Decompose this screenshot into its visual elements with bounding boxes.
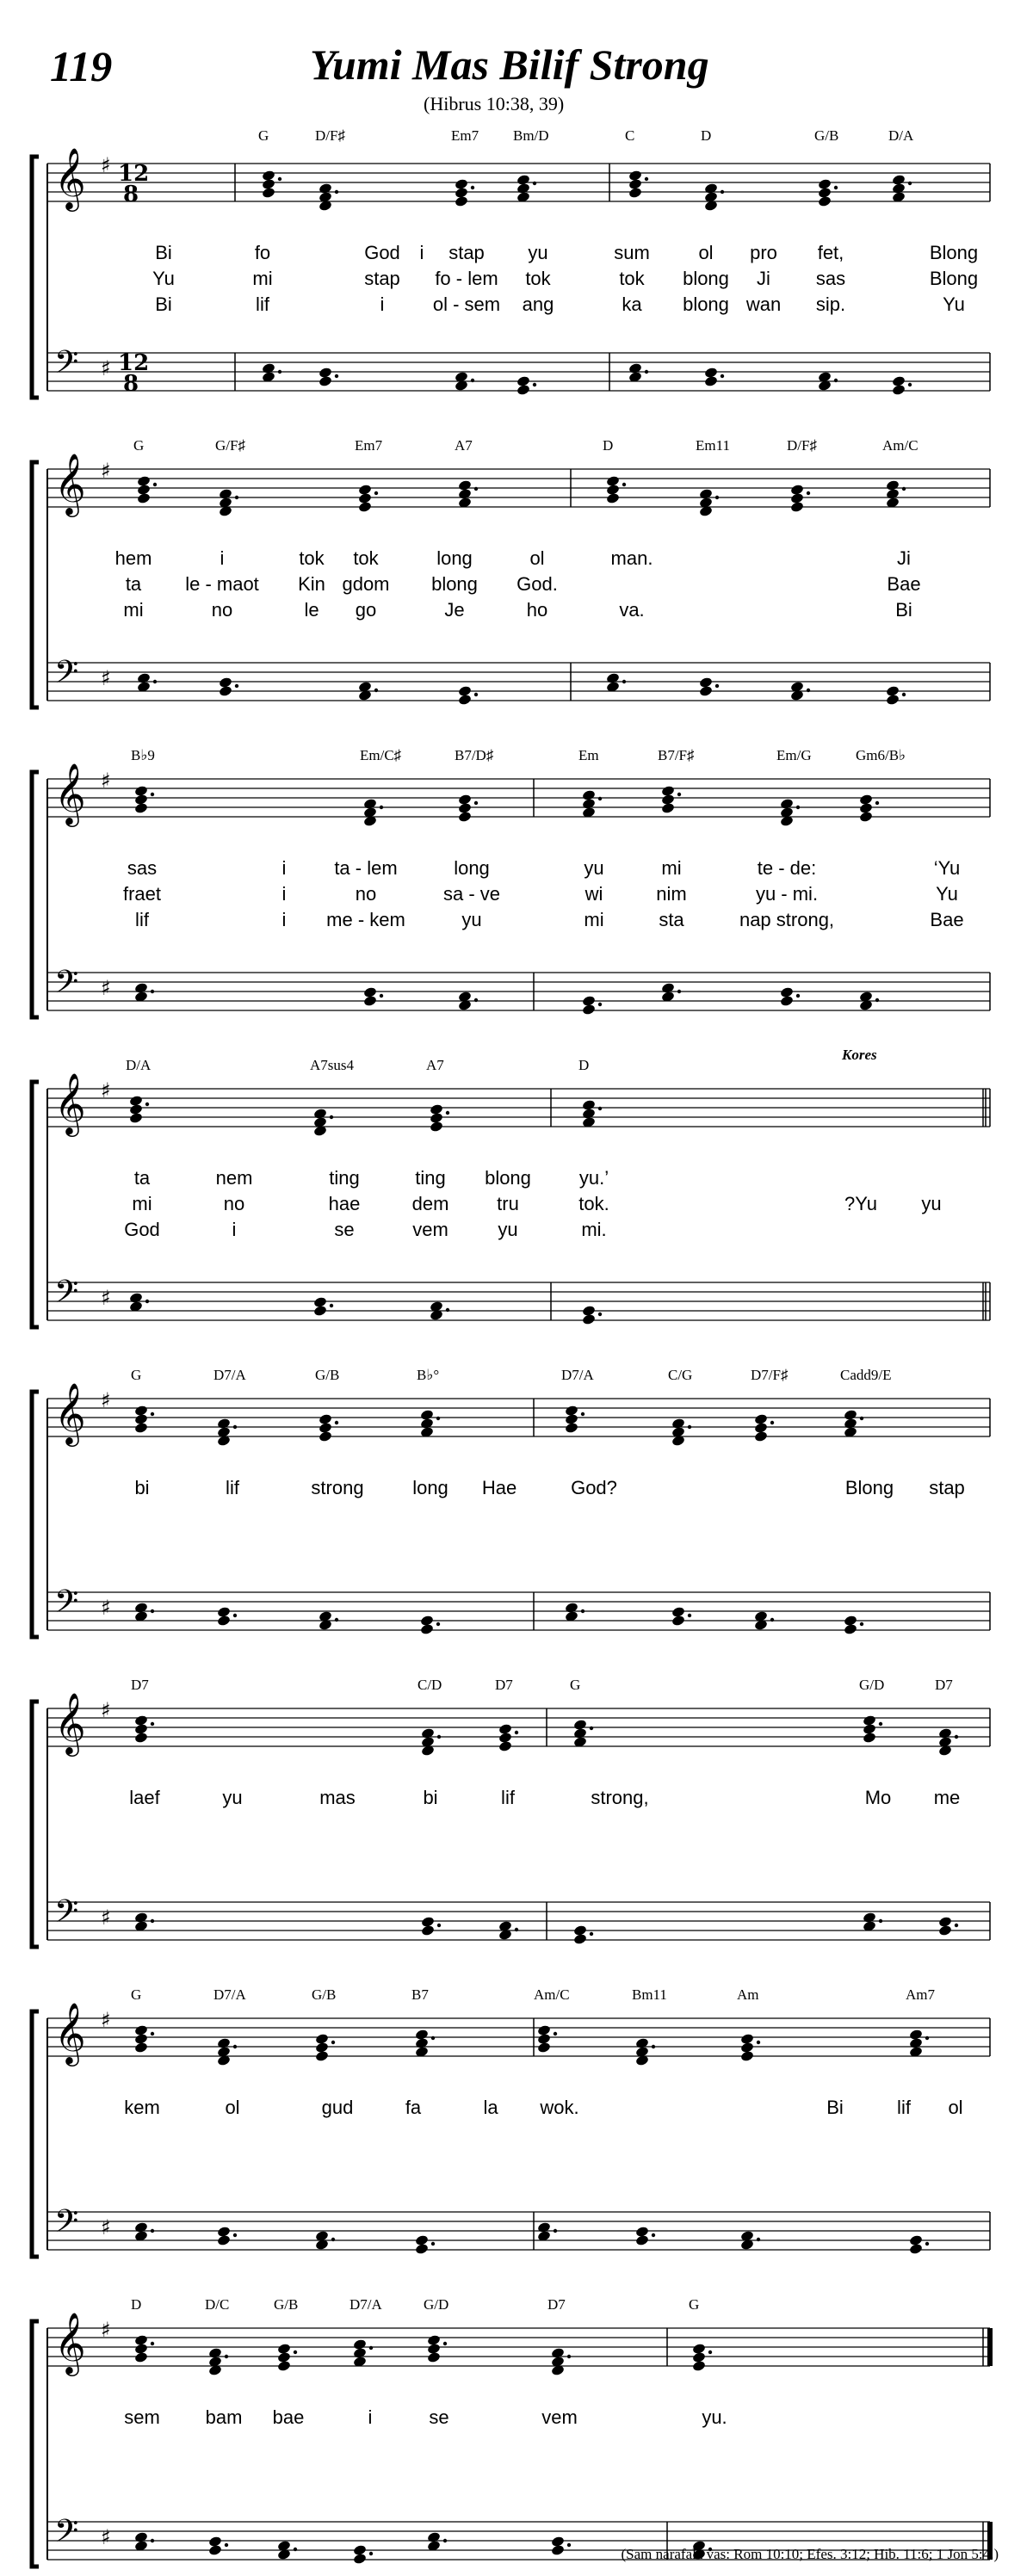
scripture-reference: (Hibrus 10:38, 39) — [424, 93, 565, 114]
lyric-syllable: Blong — [844, 1477, 894, 1498]
chord-symbol: D7/A — [213, 1367, 246, 1383]
lyric-syllable: Hae — [481, 1477, 517, 1498]
chord-symbol: G/B — [312, 1986, 337, 2003]
lyric-syllable: Bi — [895, 599, 912, 621]
chord-symbol: D7/A — [213, 1986, 246, 2003]
lyric-syllable: laef — [129, 1787, 160, 1808]
chord-symbol: G — [133, 437, 145, 454]
lyric-syllable: hae — [328, 1193, 361, 1214]
lyric-syllable: fo — [254, 242, 271, 263]
treble-clef-icon: 𝄞 — [54, 762, 86, 825]
chord-symbol: Bm11 — [632, 1986, 667, 2003]
time-signature-top: 12 — [118, 161, 150, 187]
chord-symbol: C/G — [668, 1367, 693, 1383]
dot-icon — [294, 2351, 297, 2354]
lyric-syllable: God — [364, 242, 400, 263]
key-signature-sharp-icon: ♯ — [101, 1596, 111, 1620]
key-signature-sharp-icon: ♯ — [101, 2215, 111, 2239]
lyric-syllable: blong — [683, 293, 729, 315]
lyric-syllable: long — [454, 857, 490, 879]
dot-icon — [369, 2552, 373, 2555]
lyric-syllable: God. — [516, 573, 558, 595]
lyric-syllable: pro — [750, 242, 777, 263]
song-number: 119 — [50, 42, 113, 90]
lyric-syllable: bi — [423, 1787, 438, 1808]
chord-symbol: Bm/D — [513, 127, 549, 144]
key-signature-sharp-icon: ♯ — [101, 2318, 111, 2342]
lyric-syllable: tok — [299, 547, 325, 569]
lyric-syllable: yu — [461, 909, 482, 930]
lyric-syllable: wan — [745, 293, 782, 315]
lyric-syllable: sem — [124, 2406, 160, 2428]
lyric-syllable: mi — [252, 268, 273, 289]
lyric-syllable: i — [232, 1219, 237, 1240]
bass-clef-icon: 𝄢 — [54, 1893, 79, 1937]
lyric-syllable: blong — [431, 573, 478, 595]
lyric-syllable: i — [419, 242, 424, 263]
chord-symbol: D7 — [547, 2296, 566, 2313]
lyric-syllable: Yu — [936, 883, 958, 905]
chord-symbol: D7/A — [561, 1367, 594, 1383]
lyric-syllable: ting — [329, 1167, 360, 1189]
chord-symbol: G — [689, 2296, 700, 2313]
chord-symbol: B7/F♯ — [658, 747, 695, 763]
lyric-syllable: i — [368, 2406, 373, 2428]
time-signature-top: 12 — [118, 350, 150, 376]
chord-symbol: G/B — [274, 2296, 299, 2313]
chord-symbol: D7 — [935, 1677, 953, 1693]
key-signature-sharp-icon: ♯ — [101, 1388, 111, 1412]
lyric-syllable: Bi — [826, 2097, 844, 2118]
lyric-syllable: bi — [134, 1477, 150, 1498]
lyric-syllable: Mo — [864, 1787, 892, 1808]
time-signature-bottom: 8 — [123, 371, 139, 397]
lyric-syllable: i — [380, 293, 385, 315]
bass-clef-icon: 𝄢 — [54, 2513, 79, 2557]
chord-symbol: G — [570, 1677, 581, 1693]
lyric-syllable: no — [211, 599, 233, 621]
lyric-syllable: lif — [897, 2097, 911, 2118]
chorus-label: Kores — [842, 1047, 877, 1063]
lyric-syllable: ta - lem — [334, 857, 398, 879]
lyric-syllable: Bae — [887, 573, 921, 595]
key-signature-sharp-icon: ♯ — [101, 2525, 111, 2549]
lyric-syllable: mi — [661, 857, 682, 879]
lyric-syllable: yu — [222, 1787, 243, 1808]
note-head — [427, 2351, 442, 2363]
chord-symbol: G/B — [814, 127, 839, 144]
chord-symbol: D/A — [888, 127, 914, 144]
lyric-syllable: Yu — [943, 293, 965, 315]
dot-icon — [151, 2539, 154, 2542]
bass-clef-icon: 𝄢 — [54, 964, 79, 1008]
dot-icon — [294, 2548, 297, 2551]
lyric-syllable: i — [281, 909, 287, 930]
treble-clef-icon: 𝄞 — [54, 1072, 86, 1134]
lyric-syllable: se — [429, 2406, 449, 2428]
chord-symbol: Em/C♯ — [360, 747, 402, 763]
lyric-syllable: long — [412, 1477, 448, 1498]
lyric-syllable: ?Yu — [844, 1193, 877, 1214]
lyric-syllable: long — [436, 547, 473, 569]
lyric-syllable: sas — [815, 268, 846, 289]
lyric-syllable: nim — [656, 883, 687, 905]
lyric-syllable: Ji — [897, 547, 911, 569]
dot-icon — [225, 2355, 228, 2358]
lyric-syllable: nem — [215, 1167, 253, 1189]
chord-symbol: G/D — [859, 1677, 885, 1693]
lyric-syllable: yu — [584, 857, 604, 879]
dot-icon — [567, 2355, 571, 2358]
lyric-syllable: no — [355, 883, 377, 905]
lyric-syllable: strong — [311, 1477, 364, 1498]
lyric-syllable: mi. — [581, 1219, 607, 1240]
lyric-syllable: mas — [319, 1787, 356, 1808]
chord-symbol: Am7 — [906, 1986, 935, 2003]
dot-icon — [225, 2543, 228, 2547]
chord-symbol: D — [603, 437, 614, 454]
lyric-syllable: ol — [529, 547, 545, 569]
lyric-syllable: lif — [256, 293, 269, 315]
chord-symbol: D7/F♯ — [751, 1367, 789, 1383]
lyric-syllable: sta — [659, 909, 684, 930]
lyric-syllable: ol — [948, 2097, 963, 2118]
lyric-syllable: Je — [444, 599, 465, 621]
chord-symbol: G — [131, 1367, 142, 1383]
lyric-syllable: yu — [528, 242, 548, 263]
lyric-syllable: yu — [498, 1219, 518, 1240]
chord-symbol: B♭9 — [131, 747, 155, 763]
lyric-syllable: go — [355, 599, 377, 621]
lyric-syllable: yu — [921, 1193, 942, 1214]
lyric-syllable: ol — [698, 242, 714, 263]
chord-symbol: B♭° — [417, 1367, 440, 1383]
lyric-syllable: dem — [411, 1193, 449, 1214]
lyric-syllable: tok — [619, 268, 645, 289]
key-signature-sharp-icon: ♯ — [101, 769, 111, 793]
lyric-syllable: Bi — [155, 293, 172, 315]
lyric-syllable: tru — [497, 1193, 519, 1214]
lyric-syllable: Bae — [930, 909, 964, 930]
lyric-syllable: sa - ve — [442, 883, 501, 905]
lyric-syllable: i — [220, 547, 225, 569]
note-head — [551, 2544, 566, 2556]
lyric-syllable: i — [281, 857, 287, 879]
key-signature-sharp-icon: ♯ — [101, 1078, 111, 1103]
chord-symbol: B7/D♯ — [455, 747, 494, 763]
lyric-syllable: ta — [125, 573, 142, 595]
lyric-syllable: me — [933, 1787, 961, 1808]
chord-symbol: G — [131, 1986, 142, 2003]
note-head — [353, 2553, 368, 2565]
chord-symbol: D/F♯ — [315, 127, 345, 144]
dot-icon — [369, 2346, 373, 2350]
chord-symbol: D/A — [126, 1057, 152, 1073]
note-head — [134, 2351, 149, 2363]
treble-clef-icon: 𝄞 — [54, 1691, 86, 1754]
lyric-syllable: ol - sem — [432, 293, 501, 315]
lyric-syllable: yu - mi. — [755, 883, 819, 905]
lyric-syllable: tok — [353, 547, 379, 569]
bass-clef-icon: 𝄢 — [54, 2203, 79, 2247]
lyric-syllable: stap — [448, 242, 485, 263]
chord-symbol: Em7 — [355, 437, 383, 454]
chord-symbol: C — [625, 127, 635, 144]
chord-symbol: A7 — [455, 437, 473, 454]
key-signature-sharp-icon: ♯ — [101, 976, 111, 1000]
treble-clef-icon: 𝄞 — [54, 2311, 86, 2374]
chord-symbol: A7 — [426, 1057, 444, 1073]
lyric-syllable: wok. — [540, 2097, 579, 2118]
chord-symbol: Em/G — [776, 747, 812, 763]
key-signature-sharp-icon: ♯ — [101, 459, 111, 483]
lyric-syllable: fa — [405, 2097, 422, 2118]
chord-symbol: D7 — [495, 1677, 513, 1693]
lyric-syllable: i — [281, 883, 287, 905]
lyric-syllable: stap — [929, 1477, 965, 1498]
lyric-syllable: ta — [133, 1167, 151, 1189]
lyric-syllable: ting — [415, 1167, 446, 1189]
chord-symbol: G/B — [315, 1367, 340, 1383]
lyric-syllable: le — [304, 599, 319, 621]
chord-symbol: Gm6/B♭ — [856, 747, 906, 763]
lyric-syllable: fet, — [817, 242, 844, 263]
dot-icon — [151, 2342, 154, 2345]
lyric-syllable: se — [334, 1219, 355, 1240]
lyric-syllable: ang — [522, 293, 554, 315]
chord-symbol: Cadd9/E — [840, 1367, 892, 1383]
lyric-syllable: sum — [614, 242, 650, 263]
lyric-syllable: ‘Yu — [933, 857, 961, 879]
chord-symbol: A7sus4 — [310, 1057, 355, 1073]
lyric-syllable: man. — [610, 547, 653, 569]
lyric-syllable: bae — [272, 2406, 305, 2428]
note-head — [208, 2544, 223, 2556]
dot-icon — [443, 2342, 447, 2345]
lyric-syllable: yu. — [702, 2406, 727, 2428]
dot-icon — [443, 2539, 447, 2542]
time-signature-bottom: 8 — [123, 182, 139, 207]
chord-symbol: G/F♯ — [215, 437, 245, 454]
treble-clef-icon: 𝄞 — [54, 1381, 86, 1444]
lyric-syllable: God? — [571, 1477, 617, 1498]
chord-symbol: Am — [737, 1986, 759, 2003]
lyric-syllable: hem — [114, 547, 152, 569]
lyric-syllable: wi — [585, 883, 603, 905]
lyric-syllable: le - maot — [185, 573, 259, 595]
lyric-syllable: Bi — [155, 242, 172, 263]
lyric-syllable: lif — [226, 1477, 239, 1498]
lyric-syllable: vem — [541, 2406, 578, 2428]
lyric-syllable: gud — [321, 2097, 354, 2118]
treble-staff — [47, 2311, 990, 2376]
lyric-syllable: mi — [132, 1193, 152, 1214]
chord-symbol: D — [131, 2296, 142, 2313]
lyric-syllable: ka — [622, 293, 642, 315]
key-signature-sharp-icon: ♯ — [101, 356, 111, 380]
chord-symbol: Am/C — [882, 437, 919, 454]
lyric-syllable: tok. — [578, 1193, 609, 1214]
key-signature-sharp-icon: ♯ — [101, 666, 111, 690]
lyric-syllable: gdom — [342, 573, 390, 595]
chord-symbol: B7 — [411, 1986, 429, 2003]
note-head — [277, 2360, 292, 2372]
lyric-syllable: blong — [485, 1167, 531, 1189]
treble-clef-icon: 𝄞 — [54, 452, 86, 515]
key-signature-sharp-icon: ♯ — [101, 1906, 111, 1930]
dot-icon — [567, 2543, 571, 2547]
key-signature-sharp-icon: ♯ — [101, 1286, 111, 1310]
chord-symbol: D — [578, 1057, 590, 1073]
lyric-syllable: Blong — [929, 242, 979, 263]
lyric-syllable: stap — [364, 268, 400, 289]
cross-references: (Sam narafala vas: Rom 10:10; Efes. 3:12; Hib. 11:6; 1 Jon 5:4.) — [621, 2546, 999, 2562]
bass-clef-icon: 𝄢 — [54, 1584, 79, 1628]
chord-symbol: Am/C — [534, 1986, 570, 2003]
lyric-syllable: kem — [124, 2097, 160, 2118]
chord-symbol: G — [258, 127, 269, 144]
lyric-syllable: blong — [683, 268, 729, 289]
key-signature-sharp-icon: ♯ — [101, 1698, 111, 1722]
lyric-syllable: ol — [225, 2097, 240, 2118]
bass-clef-icon: 𝄢 — [54, 344, 79, 388]
lyric-syllable: God — [124, 1219, 160, 1240]
chord-symbol: D7/A — [349, 2296, 382, 2313]
lyric-syllable: me - kem — [326, 909, 405, 930]
lyric-syllable: sas — [127, 857, 158, 879]
lyric-syllable: va. — [619, 599, 645, 621]
dot-icon — [708, 2351, 712, 2354]
lyric-syllable: la — [483, 2097, 498, 2118]
chord-symbol: D/F♯ — [787, 437, 817, 454]
lyric-syllable: Blong — [929, 268, 979, 289]
chord-symbol: Em11 — [696, 437, 730, 454]
lyric-syllable: fraet — [122, 883, 162, 905]
lyric-syllable: sip. — [815, 293, 846, 315]
lyric-syllable: strong, — [591, 1787, 649, 1808]
lyric-syllable: yu.’ — [578, 1167, 609, 1189]
bass-clef-icon: 𝄢 — [54, 654, 79, 698]
lyric-syllable: ho — [526, 599, 548, 621]
note-head — [692, 2360, 707, 2372]
lyric-syllable: mi — [584, 909, 604, 930]
treble-clef-icon: 𝄞 — [54, 2001, 86, 2064]
chord-symbol: C/D — [418, 1677, 442, 1693]
lyric-syllable: no — [223, 1193, 245, 1214]
lyric-syllable: nap strong, — [739, 909, 835, 930]
lyric-syllable: vem — [412, 1219, 448, 1240]
song-title: Yumi Mas Bilif Strong — [310, 40, 709, 89]
chord-symbol: D — [701, 127, 712, 144]
chord-symbol: D/C — [205, 2296, 230, 2313]
key-signature-sharp-icon: ♯ — [101, 153, 111, 177]
lyric-syllable: Kin — [298, 573, 325, 595]
chord-symbol: D7 — [131, 1677, 149, 1693]
lyric-syllable: lif — [501, 1787, 515, 1808]
lyric-syllable: te - de: — [757, 857, 817, 879]
chord-symbol: G/D — [424, 2296, 449, 2313]
chord-symbol: Em7 — [451, 127, 479, 144]
lyric-syllable: tok — [525, 268, 551, 289]
bass-clef-icon: 𝄢 — [54, 1274, 79, 1318]
key-signature-sharp-icon: ♯ — [101, 2008, 111, 2032]
lyric-syllable: lif — [135, 909, 149, 930]
chord-symbol: Em — [578, 747, 599, 763]
lyric-syllable: bam — [205, 2406, 243, 2428]
lyric-syllable: Ji — [757, 268, 770, 289]
lyric-syllable: mi — [123, 599, 144, 621]
treble-clef-icon: 𝄞 — [54, 146, 86, 209]
system-bracket — [32, 2321, 39, 2567]
lyric-syllable: fo - lem — [435, 268, 498, 289]
lyric-syllable: Yu — [152, 268, 175, 289]
